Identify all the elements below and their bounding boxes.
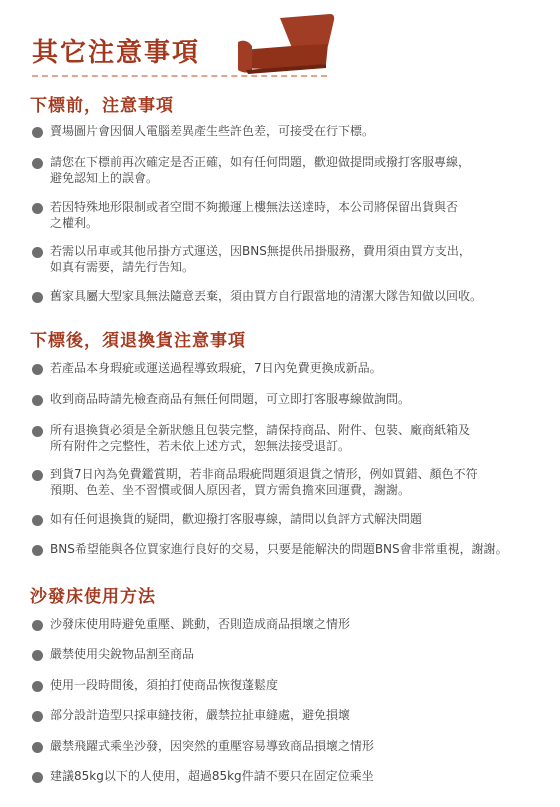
bullet-icon: [32, 650, 43, 661]
page-header: [32, 22, 532, 82]
item-text: 如有任何退換貨的疑問，歡迎撥打客服專線，請問以負評方式解決問題: [50, 512, 423, 526]
bullet-icon: [32, 772, 43, 783]
sofa-bed-icon: [222, 12, 342, 84]
bullet-icon: [32, 742, 43, 753]
item-text: 部分設計造型只採車縫技術，嚴禁拉扯車縫處，避免損壞: [50, 708, 351, 722]
bullet-icon: [32, 711, 43, 722]
section-sofa-bed-usage: [30, 582, 540, 783]
section-heading: 沙發床使用方法: [30, 587, 156, 607]
item-text: 所有退換貨必須是全新狀態且包裝完整，請保持商品、附件、包裝、廠商紙箱及 所有附件之完整性，若未依上述方式，恕無法接受退訂。: [50, 423, 471, 453]
section-heading: 下標後，須退換貨注意事項: [30, 331, 246, 351]
item-text: 若產品本身瑕疵或運送過程導致瑕疵，7日內免費更換成新品。: [50, 361, 382, 375]
section-after-order-returns: [30, 326, 540, 556]
item-text: 請您在下標前再次確定是否正確，如有任何問題，歡迎做提問或撥打客服專線， 避免認知上的誤會。: [50, 155, 471, 185]
section-before-order: [30, 91, 540, 303]
bullet-icon: [32, 203, 43, 214]
bullet-icon: [32, 127, 43, 138]
bullet-icon: [32, 292, 43, 303]
item-text: 到貨7日內為免費鑑賞期，若非商品瑕疵問題須退貨之情形，例如買錯、顏色不符 預期、色差、坐不習慣或個人原因者，買方需負擔來回運費，謝謝。: [50, 467, 478, 497]
bullet-icon: [32, 364, 43, 375]
bullet-icon: [32, 395, 43, 406]
bullet-icon: [32, 470, 43, 481]
item-text: 賣場圖片會因個人電腦差異產生些許色差，可接受在行下標。: [50, 124, 375, 138]
item-text: 嚴禁飛躍式乘坐沙發，因突然的重壓容易導致商品損壞之情形: [50, 739, 375, 753]
bullet-icon: [32, 515, 43, 526]
item-text: 若因特殊地形限制或者空間不夠搬運上樓無法送達時，本公司將保留出貨與否 之權利。: [50, 200, 459, 230]
item-text: 嚴禁使用尖銳物品割至商品: [50, 647, 195, 661]
item-text: 收到商品時請先檢查商品有無任何問題，可立即打客服專線做詢問。: [50, 392, 411, 406]
item-text: 沙發床使用時避免重壓、跳動，否則造成商品損壞之情形: [50, 617, 351, 631]
bullet-icon: [32, 545, 43, 556]
item-text: 使用一段時間後，須拍打使商品恢復蓬鬆度: [50, 678, 279, 692]
bullet-icon: [32, 247, 43, 258]
bullet-icon: [32, 426, 43, 437]
bullet-icon: [32, 620, 43, 631]
section-heading: 下標前，注意事項: [30, 96, 174, 116]
bullet-icon: [32, 681, 43, 692]
item-text: 建議85kg以下的人使用，超過85kg件請不要只在固定位乘坐: [50, 769, 374, 783]
item-text: 若需以吊車或其他吊掛方式運送，因BNS無提供吊掛服務，費用須由買方支出， 如真有需要，請先行告知。: [50, 244, 471, 274]
item-text: BNS希望能與各位買家進行良好的交易，只要是能解決的問題BNS會非常重視，謝謝。: [50, 542, 508, 556]
page-title: 其它注意事項: [32, 38, 201, 68]
item-text: 舊家具屬大型家具無法隨意丟棄，須由買方自行跟當地的清潔大隊告知做以回收。: [50, 289, 483, 303]
bullet-icon: [32, 158, 43, 169]
